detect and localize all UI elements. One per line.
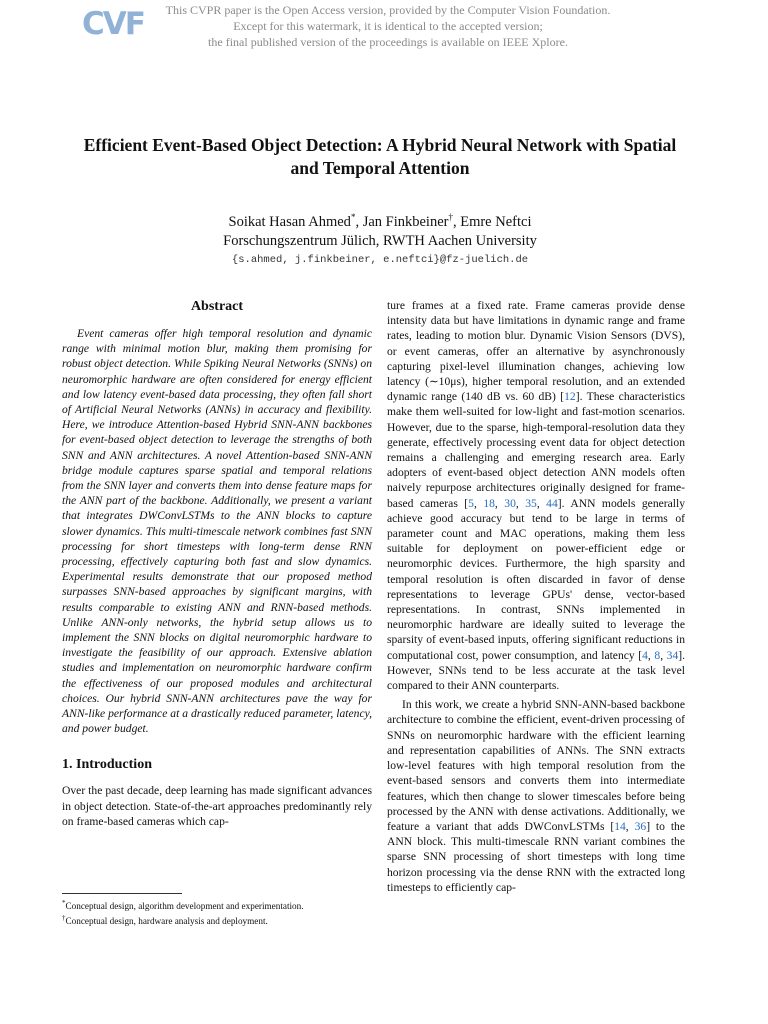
abstract-text: Event cameras offer high temporal resolution and dynamic range with minimal motion blur, making them promising for robust object detection. While Spiking Neural Networks (SNNs) on neuromorphic hardware are often considered for energy efficient and low latency event-based data processing, they often fall short of Artificial Neural Networks (ANNs) in accuracy and flexibility. Here, we introduce Attention-based Hybrid SNN-ANN backbones for event-based object detection to leverage the strengths of both SNN and ANN architectures. A novel Attention-based SNN-ANN bridge module captures sparse spatial and temporal relations from the SNN layer and converts them into dense feature maps for the ANN part of the backbone. Additionally, we present a variant that integrates DWConvLSTMs to the ANN blocks to capture slower dynamics. This multi-timescale network combines fast SNN processing for short timesteps with long-term dense RNN processing, effectively capturing both fast and slow dynamics. Experimental results demonstrate that our proposed method surpasses SNN-based approaches by significant margins, with results comparable to existing ANN and RNN-based methods. Unlike ANN-only networks, the hybrid setup allows us to implement the SNN blocks on digital neuromorphic hardware to investigate the feasibility of our approach. Extensive ablation studies and implementation on neuromorphic hardware confirm the effectiveness of our proposed modules and architectural choices. Our hybrid SNN-ANN architectures pave the way for ANN-like performance at a drastically reduced parameter, latency, and power budget. <box>62 327 372 736</box>
author-emails: {s.ahmed, j.finkbeiner, e.neftci}@fz-juelich.de <box>231 253 529 266</box>
text-run: In this work, we create a hybrid SNN-ANN-based backbone architecture to combine the efficient, event-driven processing of SNNs on neuromorphic hardware with the efficient learning and representation capabilities of ANNs. The SNN extracts low-level features with high temporal resolution from the event-based sensors and converts them into intermediate features, which then change to slower timescales before being processed by the ANN with dense activations. Additionally, we feature a variant that adds DWConvLSTMs [ <box>387 698 685 833</box>
author-name: Emre Neftci <box>460 213 532 230</box>
citation-link[interactable]: 18 <box>483 496 495 510</box>
citation-link[interactable]: 14 <box>614 819 626 833</box>
footnote-divider <box>62 893 182 894</box>
abstract-heading: Abstract <box>190 299 244 314</box>
footnote-mark: * <box>62 899 66 907</box>
text-run: ture frames at a fixed rate. Frame cameras provide dense intensity data but have limitations in dynamic range and frame rates, leading to motion blur. Dynamic Vision Sensors (DVS), or event cameras, offer an alternative by asynchronously capturing pixel-level illumination changes, achieving low latency (∼10μs), higher temporal resolution, and an extended dynamic range (140 dB vs. 60 dB) [ <box>387 299 685 404</box>
footnote-mark: † <box>448 212 453 222</box>
right-column <box>387 298 685 895</box>
cvf-logo: CVF <box>82 6 144 42</box>
body-paragraph <box>387 298 685 693</box>
title-line: and Temporal Attention <box>290 158 470 178</box>
body-paragraph <box>387 697 685 895</box>
citation-link[interactable]: 8 <box>654 648 661 662</box>
open-access-watermark <box>150 2 626 50</box>
citation-link[interactable]: 36 <box>634 819 647 833</box>
footnote-mark: * <box>350 212 356 222</box>
citation-link[interactable]: 44 <box>546 496 558 510</box>
footnotes <box>62 893 372 927</box>
citation-separator: , <box>625 819 635 833</box>
text-run: ]. However, SNNs tend to be less accurate at the task level compared to their ANN counterparts. <box>387 648 686 693</box>
author-names: Soikat Hasan Ahmed*, Jan Finkbeiner†, Emre Neftci <box>228 212 532 230</box>
watermark-line: This CVPR paper is the Open Access version, provided by the Computer Vision Foundation. <box>165 3 611 17</box>
affiliation: Forschungszentrum Jülich, RWTH Aachen University <box>223 232 537 249</box>
section-heading-introduction: 1. Introduction <box>62 757 152 773</box>
citation-separator: , <box>660 648 667 662</box>
left-column <box>62 298 372 829</box>
citation-link[interactable]: 12 <box>564 390 576 404</box>
citation-separator: , <box>536 496 547 510</box>
author-block <box>50 208 710 269</box>
author-name: Jan Finkbeiner <box>362 213 449 230</box>
citation-link[interactable]: 34 <box>666 648 679 662</box>
title-line: Efficient Event-Based Object Detection: A Hybrid Neural Network with Spatial <box>83 135 677 155</box>
text-run: ] to the ANN block. This multi-timescale RNN variant combines the sparse SNN processing of short timesteps with long time horizon processing via the dense RNN with the extracted long timesteps to efficiently cap- <box>387 819 686 894</box>
author-name: Soikat Hasan Ahmed <box>228 213 351 230</box>
intro-paragraph: Over the past decade, deep learning has made significant advances in object detection. State-of-the-art approaches predominantly rely on frame-based cameras which cap- <box>62 784 372 828</box>
footnote-text: Conceptual design, algorithm development and experimentation. <box>65 901 304 912</box>
footnote-mark: † <box>62 914 66 923</box>
watermark-line: the final published version of the proceedings is available on IEEE Xplore. <box>208 35 568 49</box>
citation-link[interactable]: 30 <box>504 496 516 510</box>
watermark-line: Except for this watermark, it is identical to the accepted version; <box>233 19 543 33</box>
paper-title <box>50 134 710 180</box>
text-run: ]. These characteristics make them well-suited for low-light and fast-motion scenarios. However, due to the sparse, high-temporal-resolution data they generate, effectively processing event data for object detection remains a challenging and emerging research area. Early adopters of event-based object detection ANN models often naively repurpose architectures originally designed for frame-based cameras [ <box>387 390 685 510</box>
citation-link[interactable]: 5 <box>468 496 474 510</box>
citation-separator: , <box>494 496 505 510</box>
footnote-text: Conceptual design, hardware analysis and deployment. <box>65 916 268 927</box>
footnote <box>62 897 372 912</box>
citation-link[interactable]: 35 <box>525 496 537 510</box>
footnote <box>62 912 372 927</box>
citation-link[interactable]: 4 <box>642 648 648 662</box>
citation-separator: , <box>647 648 655 662</box>
citation-separator: , <box>473 496 484 510</box>
citation-separator: , <box>515 496 526 510</box>
text-run: ]. ANN models generally achieve good accuracy but tend to be large in terms of parameter count and MAC operations, making them less suitable for deployment on power-efficient edge or neuromorphic devices. Furthermore, the high sparsity and temporal resolution is often discarded in favor of dense representations to leverage GPUs' dense, vector-based representations. In contrast, SNNs implemented in neuromorphic hardware are ideally suited to leverage the sparsity of event-based inputs, offering significant reductions in computational cost, power consumption, and latency [ <box>387 496 686 662</box>
